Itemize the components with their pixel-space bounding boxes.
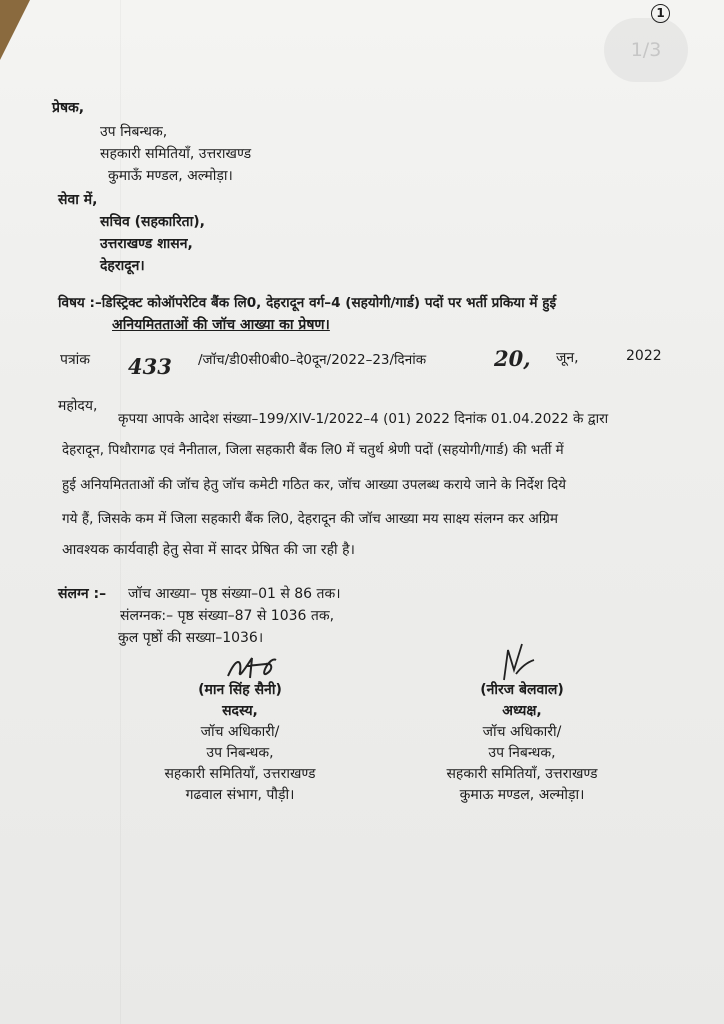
signatory-right-line: कुमाऊ मण्डल, अल्मोड़ा। — [459, 787, 585, 803]
enclosure-line: संलग्नक:– पृष्ठ संख्या–87 से 1036 तक, — [120, 608, 335, 624]
recipient-line: देहरादून। — [100, 258, 145, 274]
reference-number: 433 — [128, 354, 172, 379]
signatory-right-role: अध्यक्ष, — [502, 703, 542, 719]
reference-day: 20, — [494, 346, 531, 371]
reference-path: /जॉच/डी0सी0बी0–दे0दून/2022–23/दिनांक — [198, 352, 427, 368]
signatory-left-line: उप निबन्धक, — [206, 745, 274, 761]
reference-month: जून, — [556, 350, 579, 366]
page-corner-shadow — [0, 0, 30, 60]
signatory-right-line: उप निबन्धक, — [488, 745, 556, 761]
subject-line-2: अनियमितताओं की जॉच आख्या का प्रेषण। — [112, 317, 330, 333]
signatory-left-name: (मान सिंह सैनी) — [198, 682, 282, 698]
signature-left — [222, 650, 282, 684]
reference-label: पत्रांक — [60, 352, 91, 368]
enclosure-line: जॉच आख्या– पृष्ठ संख्या–01 से 86 तक। — [128, 586, 341, 602]
body-line: गये हैं, जिसके कम में जिला सहकारी बैंक लि0, देहरादून की जॉच आख्या मय साक्ष्य संलग्न कर अग्रिम — [62, 511, 559, 527]
signature-right — [498, 640, 538, 684]
signatory-right-name: (नीरज बेलवाल) — [480, 682, 564, 698]
subject-line-1: विषय :–डिस्ट्रिक्ट कोऑपरेटिव बैंक लि0, देहरादून वर्ग–4 (सहयोगी/गार्ड) पदों पर भर्ती प्रकिया में हुई — [58, 295, 557, 311]
signatory-left-line: सहकारी समितियॉं, उत्तराखण्ड — [164, 766, 316, 782]
signatory-right-line: जॉच अधिकारी/ — [482, 724, 562, 740]
signatory-left — [110, 680, 370, 806]
signatory-left-line: गढवाल संभाग, पौड़ी। — [185, 787, 295, 803]
sender-line: उप निबन्धक, — [100, 124, 168, 140]
body-line: कृपया आपके आदेश संख्या–199/XIV-1/2022–4 (01) 2022 दिनांक 01.04.2022 के द्वारा — [118, 411, 609, 427]
signatory-left-line: जॉच अधिकारी/ — [200, 724, 280, 740]
sender-line: सहकारी समितियॉं, उत्तराखण्ड — [100, 146, 252, 162]
body-line: आवश्यक कार्यवाही हेतु सेवा में सादर प्रेषित की जा रही है। — [62, 542, 355, 558]
recipient-line: उत्तराखण्ड शासन, — [100, 236, 193, 252]
sender-line: कुमाऊॅं मण्डल, अल्मोड़ा। — [108, 168, 233, 184]
signatory-right-line: सहकारी समितियॉं, उत्तराखण्ड — [446, 766, 598, 782]
reference-year: 2022 — [626, 348, 662, 364]
page-number-mark: 1 — [651, 4, 670, 23]
sender-label: प्रेषक, — [52, 100, 85, 116]
recipient-label: सेवा में, — [58, 192, 98, 208]
signatory-right — [392, 680, 652, 806]
signatory-left-role: सदस्य, — [222, 703, 258, 719]
page-counter: 1/3 — [604, 18, 688, 82]
recipient-line: सचिव (सहकारिता), — [100, 214, 205, 230]
body-line: हुई अनियमितताओं की जॉच हेतु जॉच कमेटी गठित कर, जॉच आख्या उपलब्ध कराये जाने के निर्देश दिये — [62, 477, 567, 493]
enclosure-label: संलग्न :– — [58, 586, 107, 602]
enclosure-line: कुल पृष्ठों की सख्या–1036। — [118, 630, 264, 646]
salutation: महोदय, — [58, 398, 98, 414]
body-line: देहरादून, पिथौरागढ एवं नैनीताल, जिला सहकारी बैंक लि0 में चतुर्थ श्रेणी पदों (सहयोगी/गार्ड) की भर्ती में — [62, 443, 564, 458]
